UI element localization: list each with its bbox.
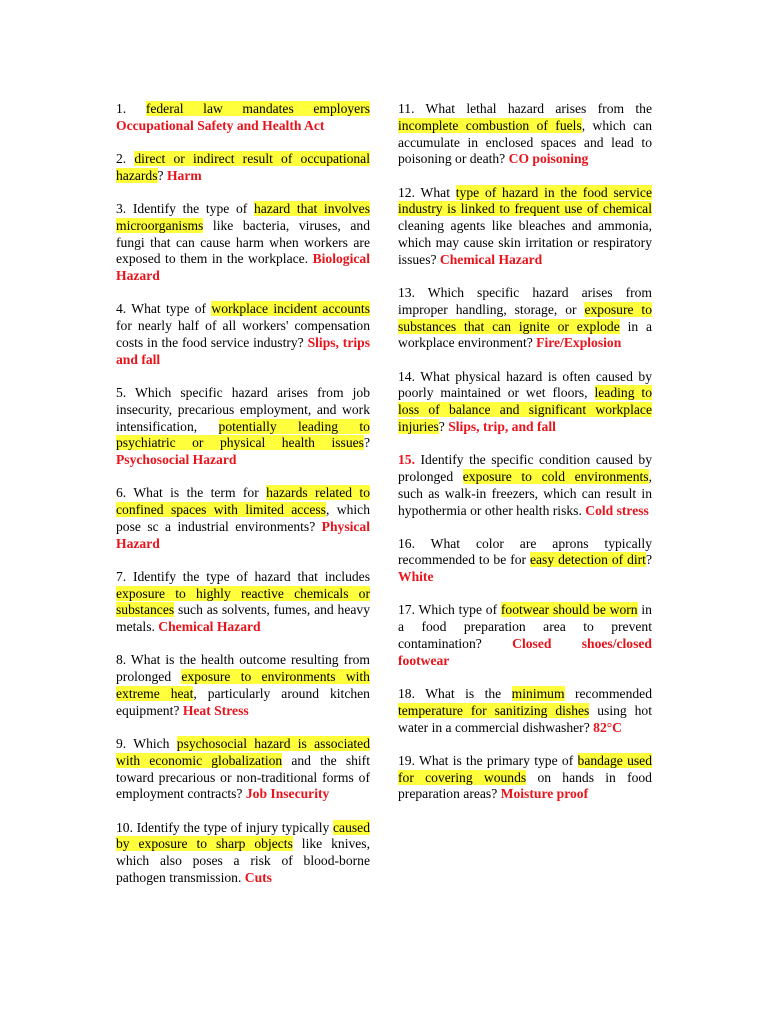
question-9 [116, 736, 370, 803]
question-text: in a workplace environment? [398, 318, 652, 351]
question-19 [398, 753, 652, 803]
question-text: in a food preparation area to prevent contamination? [398, 602, 652, 652]
highlighted-text: hazards related to confined spaces with limited access [116, 485, 370, 518]
question-5 [116, 385, 370, 469]
answer-text: Closed shoes/closed footwear [398, 636, 652, 668]
answer-text: Heat Stress [182, 702, 249, 718]
question-text: , which can accumulate in enclosed spaces and lead to poisoning or death? [398, 117, 653, 167]
highlighted-text: direct or indirect result of occupational hazards [116, 150, 370, 183]
question-14 [398, 369, 652, 436]
highlighted-text: exposure to cold environments [462, 468, 649, 484]
left-column [116, 101, 370, 903]
question-text: 8. What is the health outcome resulting from prolonged [116, 652, 370, 685]
answer-text: CO poisoning [508, 151, 589, 167]
highlighted-text: psychosocial hazard is associated with economic globalization [116, 736, 370, 768]
highlighted-text: exposure to highly reactive chemicals or substances [116, 585, 370, 618]
question-text: and the shift toward precarious or non-traditional forms of employment contracts? [116, 752, 370, 802]
highlighted-text: federal law mandates employers [145, 101, 371, 116]
question-text: like bacteria, viruses, and fungi that can cause harm when workers are exposed to them in the workplace. [116, 217, 370, 267]
question-text: 5. Which specific hazard arises from job insecurity, precarious employment, and work intensification, [116, 384, 370, 434]
question-7 [116, 569, 370, 636]
question-1 [116, 101, 370, 135]
answer-text: Chemical Hazard [158, 619, 261, 635]
highlighted-text: incomplete combustion of fuels [398, 117, 582, 133]
highlighted-text: leading to loss of balance and significant workplace injuries [398, 385, 652, 434]
question-text: such as solvents, fumes, and heavy metals. [116, 602, 370, 635]
question-text: 12. What [398, 184, 456, 200]
highlighted-text: exposure to substances that can ignite or explode [398, 301, 652, 334]
highlighted-text: footwear should be worn [500, 602, 638, 618]
question-text: , such as walk-in freezers, which can result in hypothermia or other health risks. [398, 468, 652, 518]
question-text: 19. What is the primary type of [398, 752, 578, 768]
question-text: ? [363, 435, 370, 451]
question-text: ? [645, 552, 652, 568]
question-text: like knives, which also poses a risk of blood-borne pathogen transmission. [116, 836, 370, 885]
answer-text: Fire/Explosion [536, 335, 622, 351]
answer-text: Physical Hazard [116, 518, 370, 551]
question-18 [398, 686, 652, 736]
question-text: 4. What type of [116, 301, 212, 317]
question-text: 17. Which type of [398, 602, 501, 618]
highlighted-text: bandage used for covering wounds [398, 752, 652, 785]
question-8 [116, 652, 370, 719]
answer-text: Slips, trips and fall [116, 334, 370, 367]
question-text: ? [438, 418, 449, 434]
question-text: , which pose sc a industrial environments? [116, 502, 370, 534]
highlighted-text: potentially leading to psychiatric or physical health issues [116, 418, 370, 451]
question-text: using hot water in a commercial dishwasher? [398, 702, 652, 735]
question-13 [398, 285, 652, 352]
question-text: 7. Identify the type of hazard that includes [116, 568, 370, 584]
question-text: 1. [116, 101, 146, 116]
answer-text: Chemical Hazard [439, 251, 543, 267]
answer-text: Job Insecurity [245, 786, 330, 802]
highlighted-text: caused by exposure to sharp objects [116, 819, 370, 852]
answer-text: Occupational Safety and Health Act [116, 117, 325, 133]
question-12 [398, 185, 652, 269]
question-text: 18. What is the [398, 686, 512, 702]
question-3 [116, 201, 370, 285]
question-text: ? [157, 167, 167, 183]
question-6 [116, 485, 370, 552]
highlighted-text: exposure to environments with extreme heat [116, 669, 370, 702]
question-15 [398, 452, 652, 519]
question-text: , particularly around kitchen equipment? [116, 686, 370, 718]
question-2 [116, 151, 370, 185]
highlighted-text: hazard that involves microorganisms [116, 200, 370, 233]
answer-text: Slips, trip, and fall [448, 418, 556, 434]
question-16 [398, 536, 652, 586]
answer-text: Psychosocial Hazard [116, 452, 237, 468]
answer-text: Cold stress [585, 502, 649, 518]
question-text: recommended [564, 686, 652, 702]
highlighted-text: type of hazard in the food service industry is linked to frequent use of chemical [398, 184, 653, 217]
question-text: 16. What color are aprons typically recommended to be for [398, 535, 652, 568]
question-number: 15. [398, 452, 415, 468]
question-11 [398, 101, 652, 168]
question-text: 11. What lethal hazard arises from the [398, 101, 652, 116]
question-4 [116, 301, 370, 368]
question-17 [398, 602, 652, 669]
question-text: for nearly half of all workers' compensation costs in the food service industry? [116, 318, 370, 350]
highlighted-text: minimum [511, 686, 565, 702]
answer-text: 82°C [593, 719, 622, 735]
highlighted-text: temperature for sanitizing dishes [398, 702, 590, 718]
answer-text: White [398, 569, 434, 585]
question-text: 3. Identify the type of [116, 200, 254, 216]
question-text: 6. What is the term for [116, 485, 267, 501]
answer-text: Harm [166, 167, 202, 183]
answer-text: Cuts [244, 870, 272, 885]
question-text: 9. Which [116, 736, 177, 752]
right-column [398, 101, 652, 820]
question-10 [116, 820, 370, 887]
answer-text: Moisture proof [500, 786, 589, 802]
question-text: 13. Which specific hazard arises from improper handling, storage, or [398, 284, 652, 317]
answer-text: Biological Hazard [116, 251, 370, 284]
question-text: 2. [116, 150, 135, 166]
question-text: cleaning agents like bleaches and ammonia, which may cause skin irritation or respiratory issues? [398, 218, 652, 267]
question-text: 10. Identify the type of injury typically [116, 819, 333, 835]
highlighted-text: workplace incident accounts [211, 301, 370, 317]
question-text: Identify the specific condition caused by prolonged [398, 452, 652, 484]
question-text: 14. What physical hazard is often caused by poorly maintained or wet floors, [398, 368, 652, 401]
question-text: on hands in food preparation areas? [398, 769, 652, 802]
highlighted-text: easy detection of dirt [529, 552, 646, 568]
